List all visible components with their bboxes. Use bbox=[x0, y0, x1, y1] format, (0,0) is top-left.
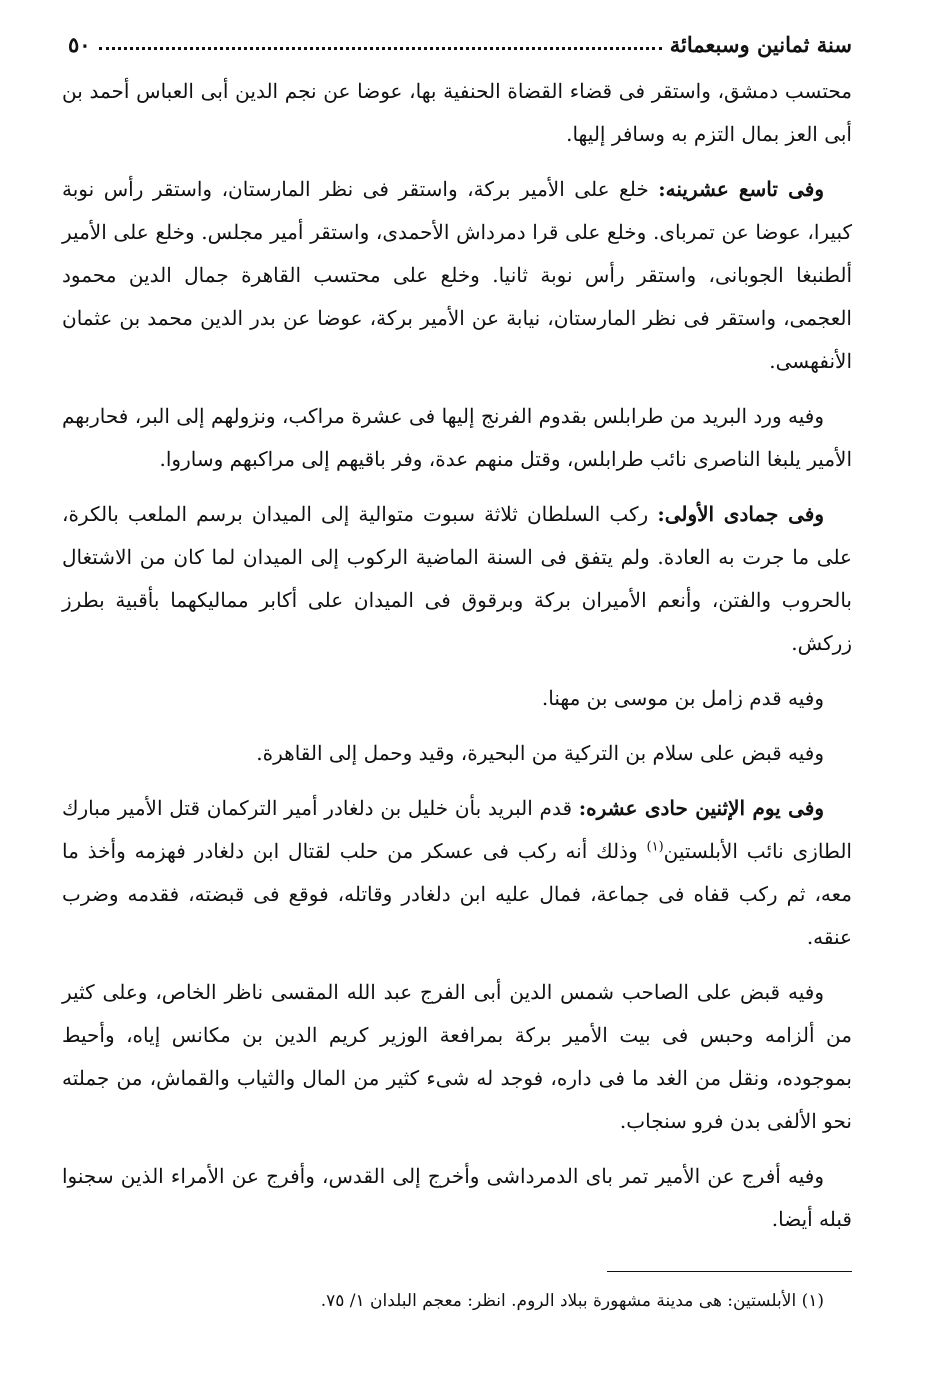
paragraph-text: خلع على الأمير بركة، واستقر فى نظر المارستان، واستقر رأس نوبة كبيرا، عوضا عن تمرباى. وخلع على قرا دمرداش الأحمدى، واستقر أمير مجلس. وخلع على الأمير ألطنبغا الجوبانى، واستقر رأس نوبة ثانيا. وخلع على محتسب القاهرة جمال الدين محمود العجمى، واستقر فى نظر المارستان، نيابة عن الأمير بركة، عوضا عن بدر الدين محمد بن عثمان الأنفهسى. bbox=[62, 177, 852, 373]
page-header bbox=[62, 24, 852, 64]
paragraph-text: محتسب دمشق، واستقر فى قضاء القضاة الحنفية بها، عوضا عن نجم الدين أبى العباس أحمد بن أبى العز بمال التزم به وسافر إليها. bbox=[62, 79, 852, 146]
footnote-divider bbox=[607, 1271, 852, 1272]
paragraph-7 bbox=[62, 787, 852, 959]
paragraph-lead: وفى جمادى الأولى: bbox=[657, 502, 824, 526]
paragraph-text: وفيه أفرج عن الأمير تمر باى الدمرداشى وأخرج إلى القدس، وأفرج عن الأمراء الذين سجنوا قبله أيضا. bbox=[62, 1164, 852, 1231]
running-title: سنة ثمانين وسبعمائة bbox=[669, 31, 852, 57]
paragraph-5 bbox=[62, 677, 852, 720]
paragraph-text: ركب السلطان ثلاثة سبوت متوالية إلى الميدان برسم الملعب بالكرة، على ما جرت به العادة. ولم يتفق فى السنة الماضية الركوب إلى الميدان لما كان من الاشتغال بالحروب والفتن، وأنعم الأميران بركة وبرقوق فى الميدان على أكابر مماليكهما بأقبية بطرز زركش. bbox=[62, 502, 852, 655]
paragraph-text: وفيه قبض على الصاحب شمس الدين أبى الفرج عبد الله المقسى ناظر الخاص، وعلى كثير من ألزامه وحبس فى بيت الأمير بركة بمرافعة الوزير كريم الدين بن مكانس إياه، وأحيط بموجوده، ونقل من الغد ما فى داره، فوجد له شىء كثير من المال والثياب والقماش، من جملته نحو الألفى بدن فرو سنجاب. bbox=[62, 980, 852, 1133]
paragraph-lead: وفى يوم الإثنين حادى عشره: bbox=[578, 796, 824, 820]
paragraph-1 bbox=[62, 70, 852, 156]
paragraph-text: وفيه قدم زامل بن موسى بن مهنا. bbox=[541, 686, 824, 710]
book-page bbox=[62, 24, 852, 1354]
paragraph-lead: وفى تاسع عشرينه: bbox=[658, 177, 824, 201]
paragraph-9 bbox=[62, 1155, 852, 1241]
footnote-reference[interactable]: (١) bbox=[646, 839, 664, 855]
paragraph-3 bbox=[62, 395, 852, 481]
paragraph-6 bbox=[62, 732, 852, 775]
paragraph-text: قدم البريد بأن خليل بن دلغادر أمير التركمان قتل الأمير مبارك الطازى نائب الأبلستين bbox=[62, 796, 852, 863]
paragraph-4 bbox=[62, 493, 852, 665]
footnote: (١) الأبلستين: هى مدينة مشهورة ببلاد الروم. انظر: معجم البلدان ١/ ٧٥. bbox=[320, 1291, 824, 1311]
page-number: ٥٠ bbox=[68, 31, 91, 57]
paragraph-text: وفيه ورد البريد من طرابلس بقدوم الفرنج إليها فى عشرة مراكب، ونزولهم إلى البر، فحاربهم الأمير يلبغا الناصرى نائب طرابلس، وقتل منهم عدة، وفر باقيهم إلى مراكبهم وساروا. bbox=[62, 404, 852, 471]
paragraph-2 bbox=[62, 168, 852, 383]
header-dotted-leader bbox=[99, 47, 662, 50]
paragraph-text: وذلك أنه ركب فى عسكر من حلب لقتال ابن دلغادر فهزمه وأخذ ما معه، ثم ركب قفاه فى جماعة، فمال عليه ابن دلغادر وقاتله، فوقع فى قبضته، فقدمه وضرب عنقه. bbox=[62, 839, 852, 949]
paragraph-text: وفيه قبض على سلام بن التركية من البحيرة، وقيد وحمل إلى القاهرة. bbox=[256, 741, 824, 765]
paragraph-8 bbox=[62, 971, 852, 1143]
body-text bbox=[62, 70, 852, 1241]
